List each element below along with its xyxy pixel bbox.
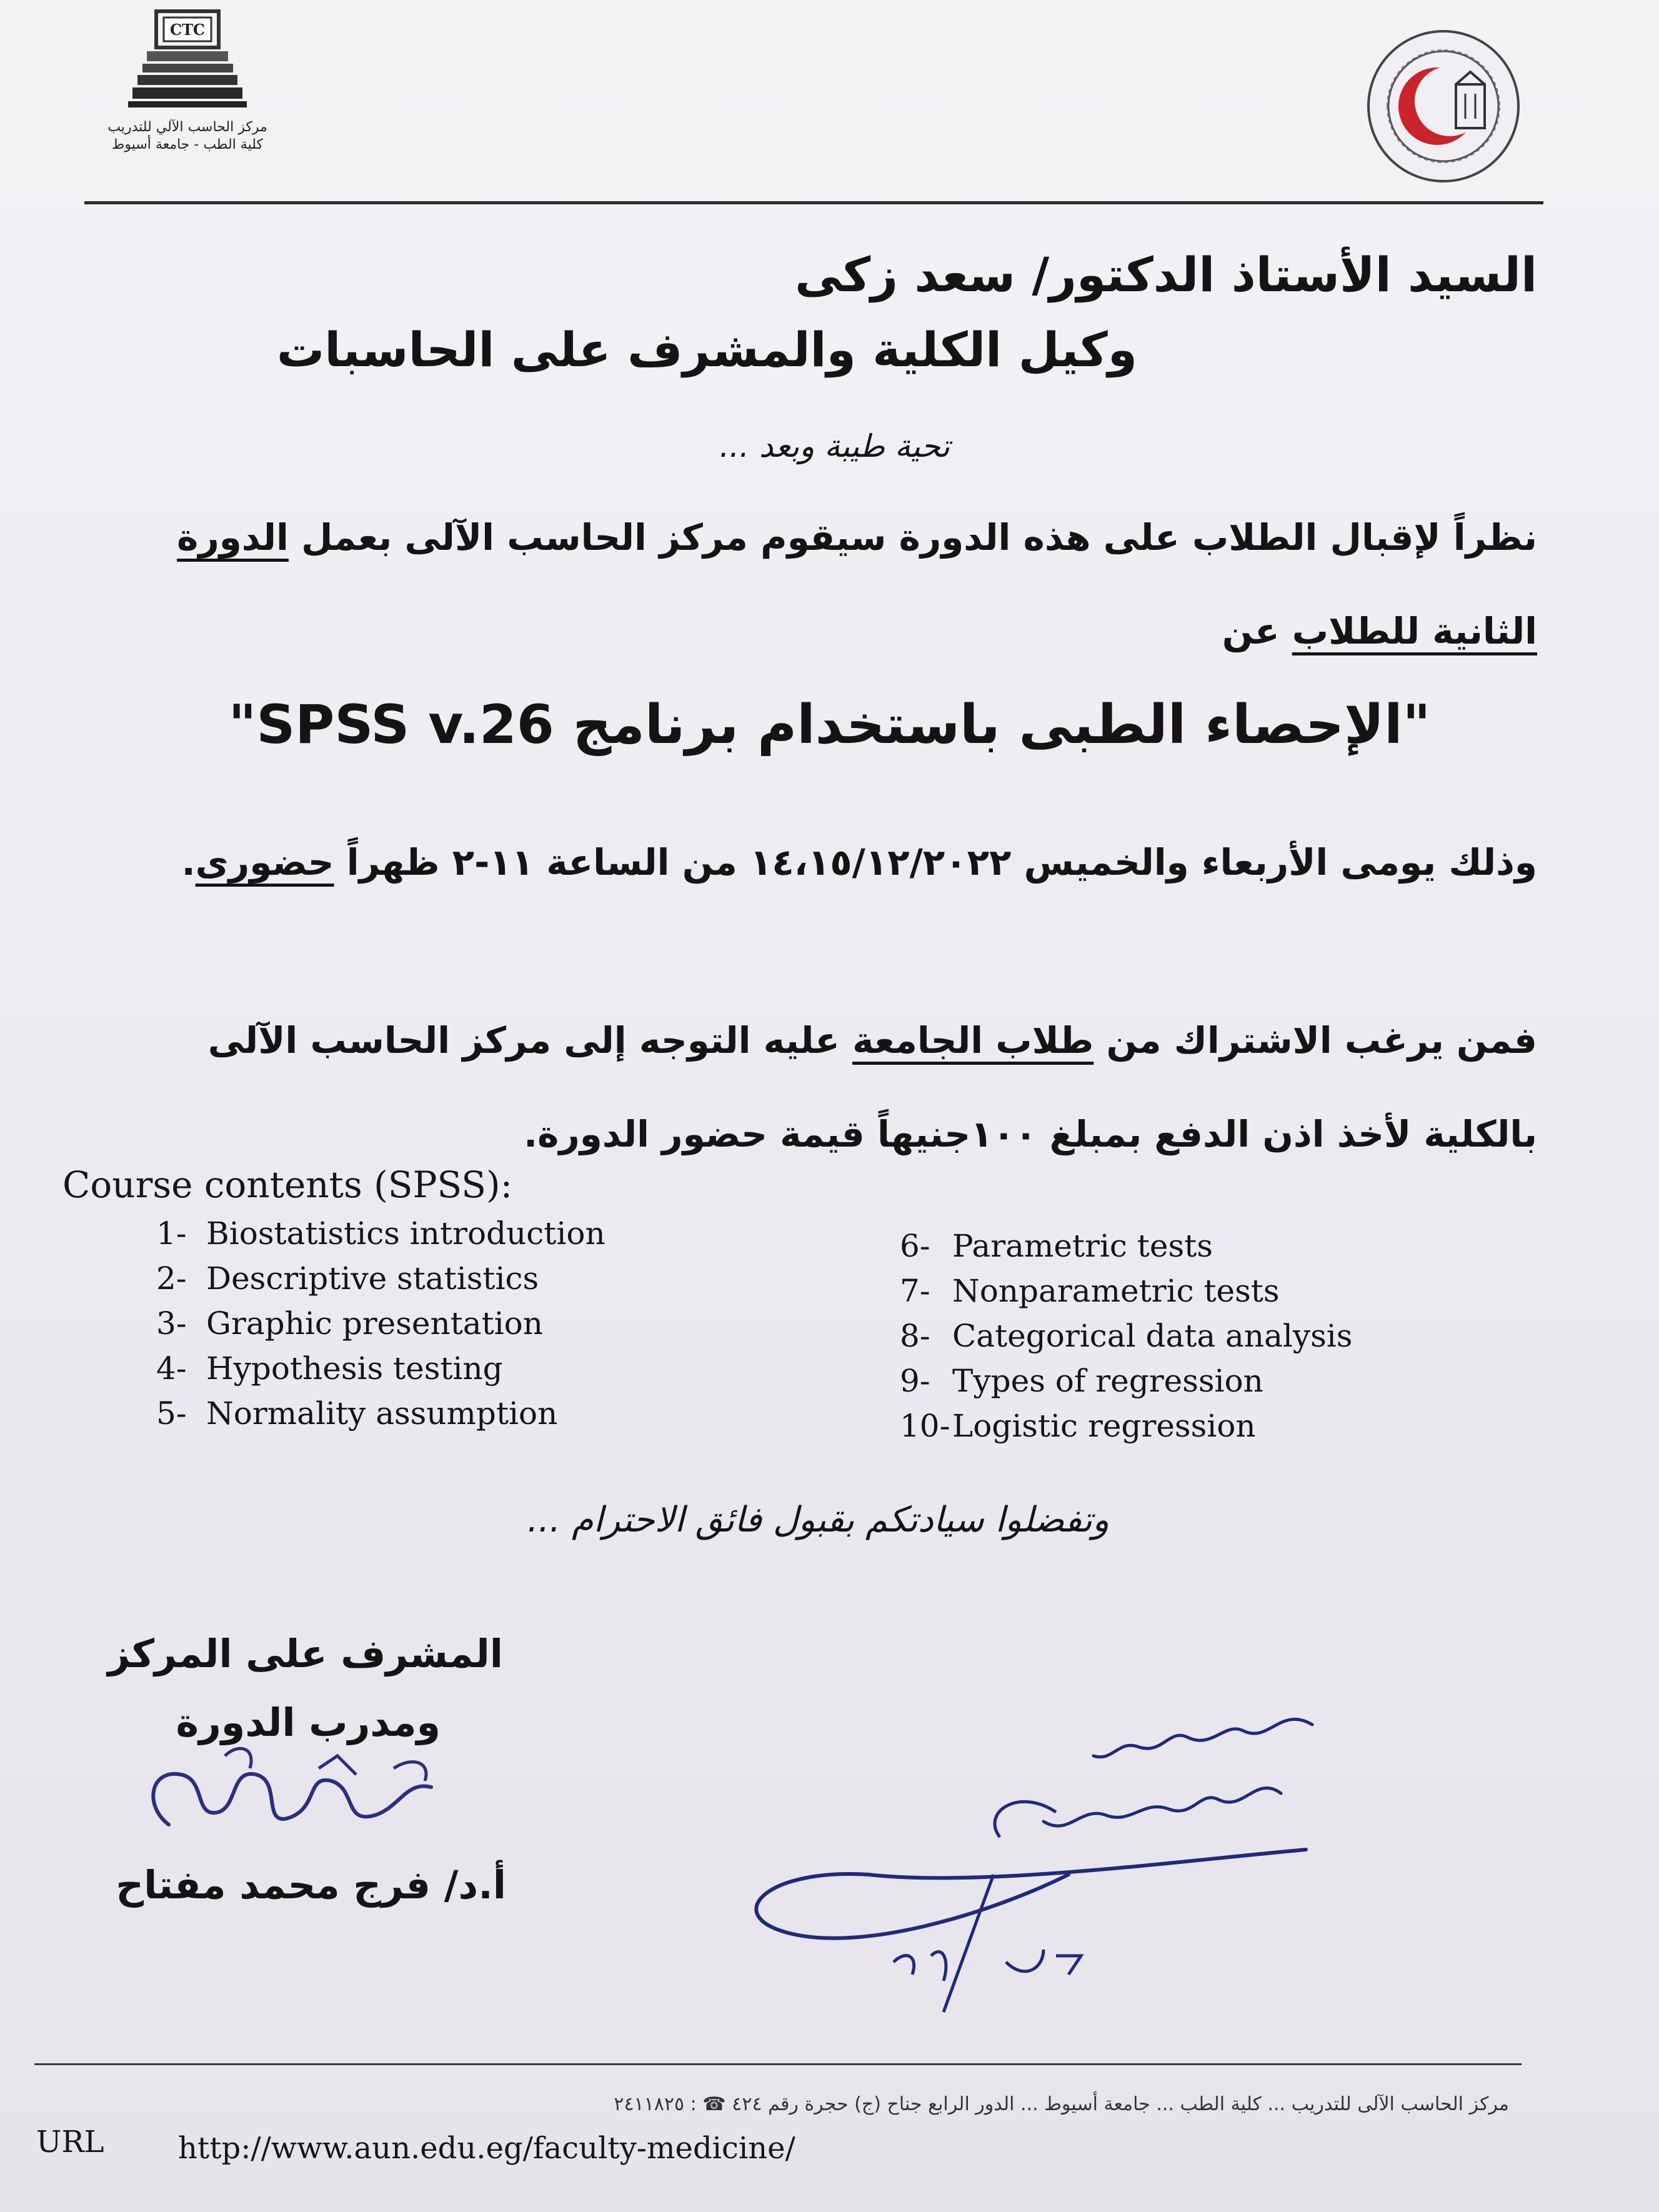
paragraph-schedule: وذلك يومى الأربعاء والخميس ١٤،١٥/١٢/٢٠٢٢ من الساعة ١١-٢ ظهراً حضورى. [181, 841, 1537, 884]
closing-line: وتفضلوا سيادتكم بقبول فائق الاحترام ... [527, 1500, 1109, 1540]
signer-name: أ.د/ فرج محمد مفتاح [116, 1862, 506, 1908]
list-item: 9- Types of regression [900, 1363, 1263, 1399]
list-item: 4- Hypothesis testing [156, 1350, 503, 1387]
list-item: 2- Descriptive statistics [156, 1260, 539, 1297]
computer-logo-icon [94, 6, 281, 119]
footer-url-label: URL [36, 2125, 104, 2160]
underlined-university-students: طلاب الجامعة [852, 1019, 1094, 1062]
course-contents-list-left [156, 1211, 605, 1436]
crescent-seal-icon [1362, 25, 1525, 187]
ctc-logo-caption: مركز الحاسب الآلي للتدريب كلية الطب - جامعة أسيوط [107, 119, 267, 152]
course-contents-title: Course contents (SPSS): [62, 1163, 513, 1206]
list-item: 3- Graphic presentation [156, 1305, 543, 1342]
handwritten-signature-left [131, 1731, 456, 1856]
signer-title-line-2: ومدرب الدورة [176, 1700, 441, 1745]
footer-address: مركز الحاسب الآلى للتدريب ... كلية الطب ... جامعة أسيوط ... الدور الرابع جناح (ج) حجرة رقم ٤٢٤ ☎ : ٢٤١١٨٢٥ [614, 2093, 1509, 2115]
list-item: 6- Parametric tests [900, 1228, 1213, 1264]
footer-url-link[interactable]: http://www.aun.edu.eg/faculty-medicine/ [178, 2131, 795, 2166]
list-item: 10-Logistic regression [900, 1408, 1256, 1444]
list-item: 7- Nonparametric tests [900, 1273, 1280, 1309]
addressee-line-2: وكيل الكلية والمشرف على الحاسبات [276, 322, 1137, 377]
paragraph-registration: فمن يرغب الاشتراك من طلاب الجامعة عليه التوجه إلى مركز الحاسب الآلى بالكلية لأخذ اذن الدفع بمبلغ ١٠٠جنيهاً قيمة حضور الدورة. [207, 1019, 1537, 1155]
ctc-logo [94, 6, 281, 156]
underlined-attendance: حضورى [195, 841, 334, 884]
header-divider [84, 201, 1543, 204]
footer-divider [34, 2063, 1522, 2065]
ctc-logo-abbr: CTC [169, 21, 206, 39]
course-title: "الإحصاء الطبى باستخدام برنامج SPSS v.26" [228, 694, 1431, 756]
handwritten-approval-right [731, 1687, 1387, 2037]
paragraph-announcement: نظراً لإقبال الطلاب على هذه الدورة سيقوم مركز الحاسب الآلى بعمل الدورة الثانية للطلاب عن [177, 516, 1537, 652]
greeting: تحية طيبة وبعد ... [719, 428, 950, 464]
course-contents-list-right [900, 1223, 1352, 1448]
faculty-seal [1362, 25, 1525, 187]
addressee-line-1: السيد الأستاذ الدكتور/ سعد زكى [795, 247, 1537, 302]
list-item: 5- Normality assumption [156, 1395, 558, 1432]
list-item: 1- Biostatistics introduction [156, 1215, 605, 1252]
underlined-second-course: الدورة الثانية للطلاب [177, 516, 1537, 652]
list-item: 8- Categorical data analysis [900, 1318, 1353, 1354]
signer-title-line-1: المشرف على المركز [107, 1631, 503, 1676]
